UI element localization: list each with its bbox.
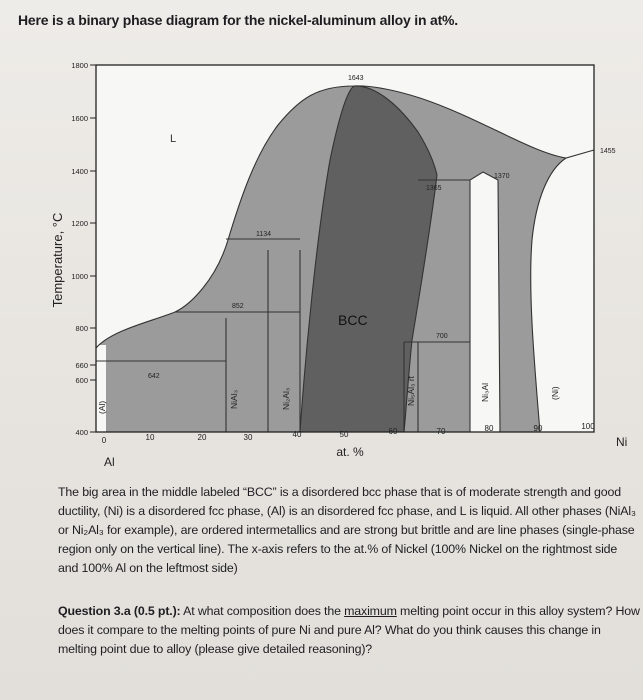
x-tick-90: 90 [533, 424, 543, 433]
x-tick-60: 60 [388, 427, 398, 436]
x-tick-50: 50 [339, 430, 349, 439]
temp-label-1643: 1643 [348, 75, 364, 82]
temp-label-1365: 1365 [426, 185, 442, 192]
question-text-pre: At what composition does the [180, 604, 345, 618]
x-tick-70: 70 [436, 427, 446, 436]
y-tick-1000: 1000 [71, 272, 88, 281]
y-tick-1400: 1400 [71, 167, 88, 176]
right-element-label: Ni [616, 435, 628, 449]
al-phase-label: (Al) [97, 400, 107, 414]
x-tick-80: 80 [484, 424, 494, 433]
y-tick-1800: 1800 [71, 61, 88, 70]
x-tick-40: 40 [292, 430, 302, 439]
question-3a [58, 602, 640, 659]
liquid-label: L [170, 133, 177, 145]
x-tick-30: 30 [243, 433, 253, 442]
x-tick-100: 100 [581, 422, 595, 431]
phase-diagram [0, 40, 643, 480]
x-tick-20: 20 [197, 433, 207, 442]
y-axis [71, 61, 96, 437]
x-axis-label: at. % [336, 445, 364, 459]
description-paragraph: The big area in the middle labeled “BCC” is a disordered bcc phase that is of moderate strength and good ductility, (Ni) is a disordered fcc phase, (Al) is an disordered fcc phase, and L is liquid. All other phases (NiAl₃ or Ni₂Al₃ for example), are ordered intermetallics and are strong but brittle and are line phases (single-phase region only on the vertical line). The x-axis refers to the at.% of Nickel (100% Nickel on the rightmost side and 100% Al on the leftmost side) [58, 485, 636, 575]
page-heading: Here is a binary phase diagram for the nickel-aluminum alloy in at%. [18, 12, 458, 28]
nial3-label: NiAl₃ [229, 389, 239, 409]
temp-label-1455: 1455 [600, 148, 616, 155]
temp-label-1134: 1134 [256, 231, 272, 238]
y-tick-1200: 1200 [71, 219, 88, 228]
question-label: Question 3.a (0.5 pt.): [58, 604, 181, 618]
ni5al3-label: Ni₅Al₃ rt [406, 375, 416, 406]
temp-label-642: 642 [148, 373, 160, 380]
question-text-post: melting point occur in this alloy system? How does it compare to the melting points of pure Ni and pure Al? What do you think causes this change in melting point due to alloy (please give detailed reasoning)? [58, 604, 640, 656]
x-tick-10: 10 [145, 433, 155, 442]
y-tick-600: 600 [75, 376, 88, 385]
ni2al3-label: Ni₂Al₃ [281, 387, 291, 410]
ni-phase-label: (Ni) [550, 386, 560, 400]
y-axis-label: Temperature, °C [50, 212, 65, 308]
question-underlined-word: maximum [344, 604, 397, 618]
y-tick-400: 400 [75, 428, 88, 437]
x-tick-0: 0 [101, 436, 107, 445]
al-region [96, 345, 106, 432]
temp-label-1370: 1370 [494, 173, 510, 180]
bcc-label: BCC [338, 312, 368, 328]
ni3al-label: Ni₃Al [480, 382, 490, 402]
temp-label-700: 700 [436, 333, 448, 340]
y-tick-800: 800 [75, 324, 88, 333]
y-tick-660: 660 [75, 361, 88, 370]
temp-label-852: 852 [232, 303, 244, 310]
left-element-label: Al [104, 455, 115, 469]
y-tick-1600: 1600 [71, 114, 88, 123]
